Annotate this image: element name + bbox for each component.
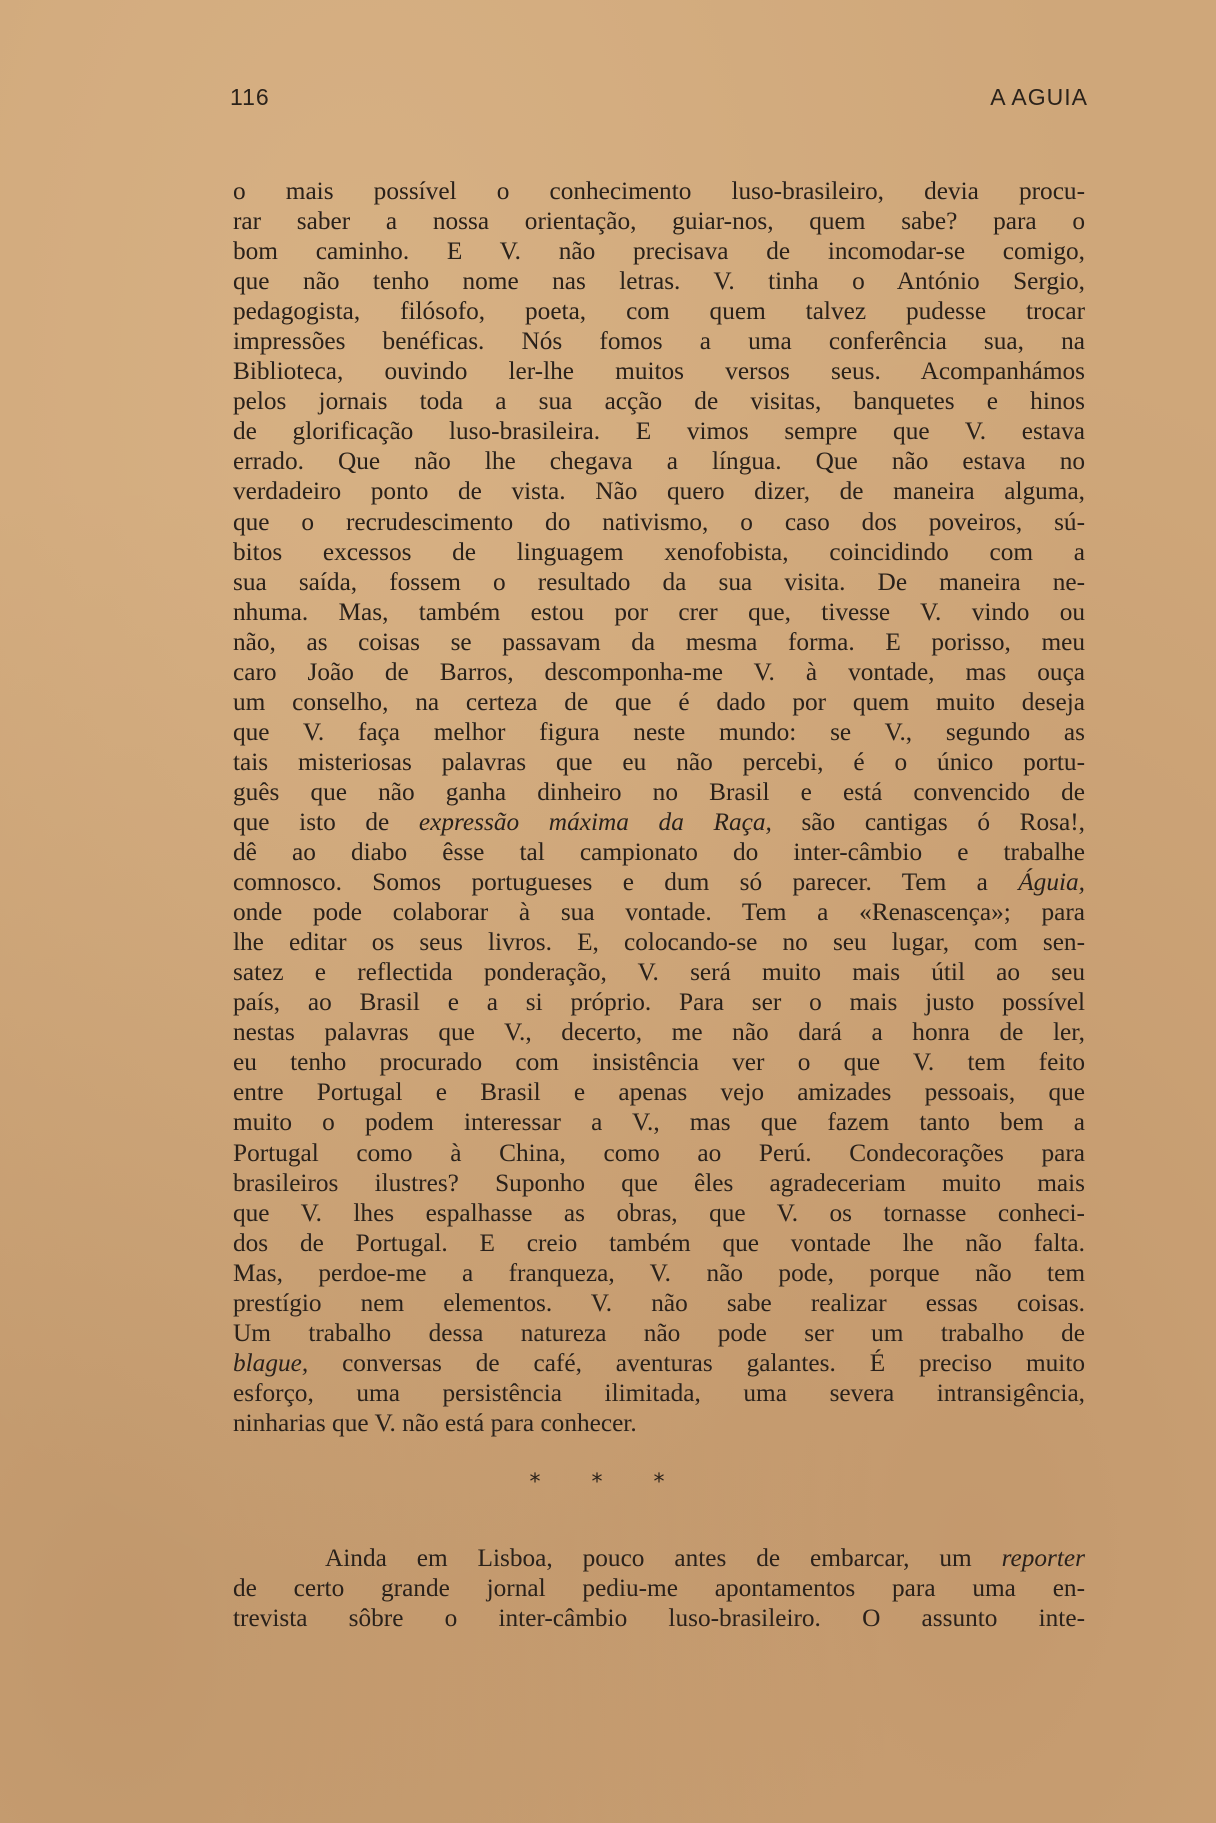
page-number: 116 (230, 84, 270, 110)
text-line: nhuma. Mas, também estou por crer que, tivesse V. vindo ou (233, 597, 1085, 626)
text-line: que o recrudescimento do nativismo, o caso dos poveiros, sú- (233, 507, 1085, 536)
text-line: trevista sôbre o inter-câmbio luso-brasileiro. O assunto inte- (233, 1604, 1085, 1633)
text-line: rar saber a nossa orientação, guiar-nos, quem sabe? para o (233, 207, 1085, 236)
section-separator: * * * (529, 1470, 687, 1495)
text-line: pelos jornais toda a sua acção de visitas, banquetes e hinos (233, 387, 1085, 416)
text-line: tais misteriosas palavras que eu não percebi, é o único portu- (233, 747, 1085, 776)
text-line: Um trabalho dessa natureza não pode ser um trabalho de (233, 1318, 1085, 1347)
text-line: bitos excessos de linguagem xenofobista, coincidindo com a (233, 537, 1085, 566)
text-segment: conversas de café, aventuras galantes. É preciso muito (308, 1348, 1085, 1377)
text-line: lhe editar os seus livros. E, colocando-se no seu lugar, com sen- (233, 928, 1085, 957)
text-line: prestígio nem elementos. V. não sabe realizar essas coisas. (233, 1288, 1085, 1317)
text-line: que V. lhes espalhasse as obras, que V. os tornasse conheci- (233, 1198, 1085, 1227)
text-line: sua saída, fossem o resultado da sua visita. De maneira ne- (233, 567, 1085, 596)
text-line: Mas, perdoe-me a franqueza, V. não pode, porque não tem (233, 1258, 1085, 1287)
italic-phrase: expressão máxima da Raça, (418, 807, 772, 836)
text-line: brasileiros ilustres? Suponho que êles agradeceriam muito mais (233, 1168, 1085, 1197)
text-line: de certo grande jornal pediu-me apontamentos para uma en- (233, 1574, 1085, 1603)
text-line-mixed (233, 1348, 1085, 1378)
text-line: esforço, uma persistência ilimitada, uma severa intransigência, (233, 1378, 1085, 1407)
text-segment: que isto de (233, 807, 419, 836)
text-line: dê ao diabo êsse tal campionato do inter-câmbio e trabalhe (233, 838, 1085, 867)
text-segment: comnosco. Somos portugueses e dum só parecer. Tem a (233, 868, 1019, 897)
italic-word: blague, (233, 1348, 309, 1377)
text-line: impressões benéficas. Nós fomos a uma conferência sua, na (233, 327, 1085, 356)
text-line-mixed (233, 867, 1085, 897)
text-line: verdadeiro ponto de vista. Não quero dizer, de maneira alguma, (233, 477, 1085, 506)
text-line: onde pode colaborar à sua vontade. Tem a «Renascença»; para (233, 898, 1085, 927)
journal-title: A AGUIA (990, 84, 1088, 110)
text-line: satez e reflectida ponderação, V. será muito mais útil ao seu (233, 958, 1085, 987)
italic-word: reporter (1001, 1544, 1085, 1572)
text-line: errado. Que não lhe chegava a língua. Que não estava no (233, 447, 1085, 476)
main-text (233, 176, 1085, 1438)
text-line-mixed (233, 807, 1085, 837)
text-line: entre Portugal e Brasil e apenas vejo amizades pessoais, que (233, 1078, 1085, 1107)
text-line: que V. faça melhor figura neste mundo: se V., segundo as (233, 717, 1085, 746)
text-line: nestas palavras que V., decerto, me não dará a honra de ler, (233, 1018, 1085, 1047)
text-line: muito o podem interessar a V., mas que fazem tanto bem a (233, 1108, 1085, 1137)
text-line: o mais possível o conhecimento luso-brasileiro, devia procu- (233, 177, 1085, 205)
text-line: não, as coisas se passavam da mesma forma. E porisso, meu (233, 627, 1085, 656)
text-line: Portugal como à China, como ao Perú. Condecorações para (233, 1138, 1085, 1167)
text-line: pedagogista, filósofo, poeta, com quem talvez pudesse trocar (233, 297, 1085, 326)
text-segment: são cantigas ó Rosa!, (771, 807, 1085, 836)
text-segment: Ainda em Lisboa, pouco antes de embarcar, um (325, 1544, 1002, 1572)
text-line: um conselho, na certeza de que é dado por quem muito deseja (233, 687, 1085, 716)
text-line: Biblioteca, ouvindo ler-lhe muitos versos seus. Acompanhámos (233, 357, 1085, 386)
text-line: ninharias que V. não está para conhecer. (233, 1408, 637, 1437)
text-line: eu tenho procurado com insistência ver o que V. tem feito (233, 1048, 1085, 1077)
second-section-text (233, 1543, 1085, 1633)
text-line: país, ao Brasil e a si próprio. Para ser o mais justo possível (233, 988, 1085, 1017)
text-line: guês que não ganha dinheiro no Brasil e está convencido de (233, 777, 1085, 806)
italic-phrase: Águia, (1018, 868, 1085, 897)
text-line: bom caminho. E V. não precisava de incomodar-se comigo, (233, 237, 1085, 266)
text-line: que não tenho nome nas letras. V. tinha o António Sergio, (233, 267, 1085, 296)
text-line-mixed (233, 1543, 1085, 1573)
text-line: caro João de Barros, descomponha-me V. à vontade, mas ouça (233, 657, 1085, 686)
running-head (230, 84, 1088, 124)
text-line: de glorificação luso-brasileira. E vimos sempre que V. estava (233, 417, 1085, 446)
text-line: dos de Portugal. E creio também que vontade lhe não falta. (233, 1228, 1085, 1257)
